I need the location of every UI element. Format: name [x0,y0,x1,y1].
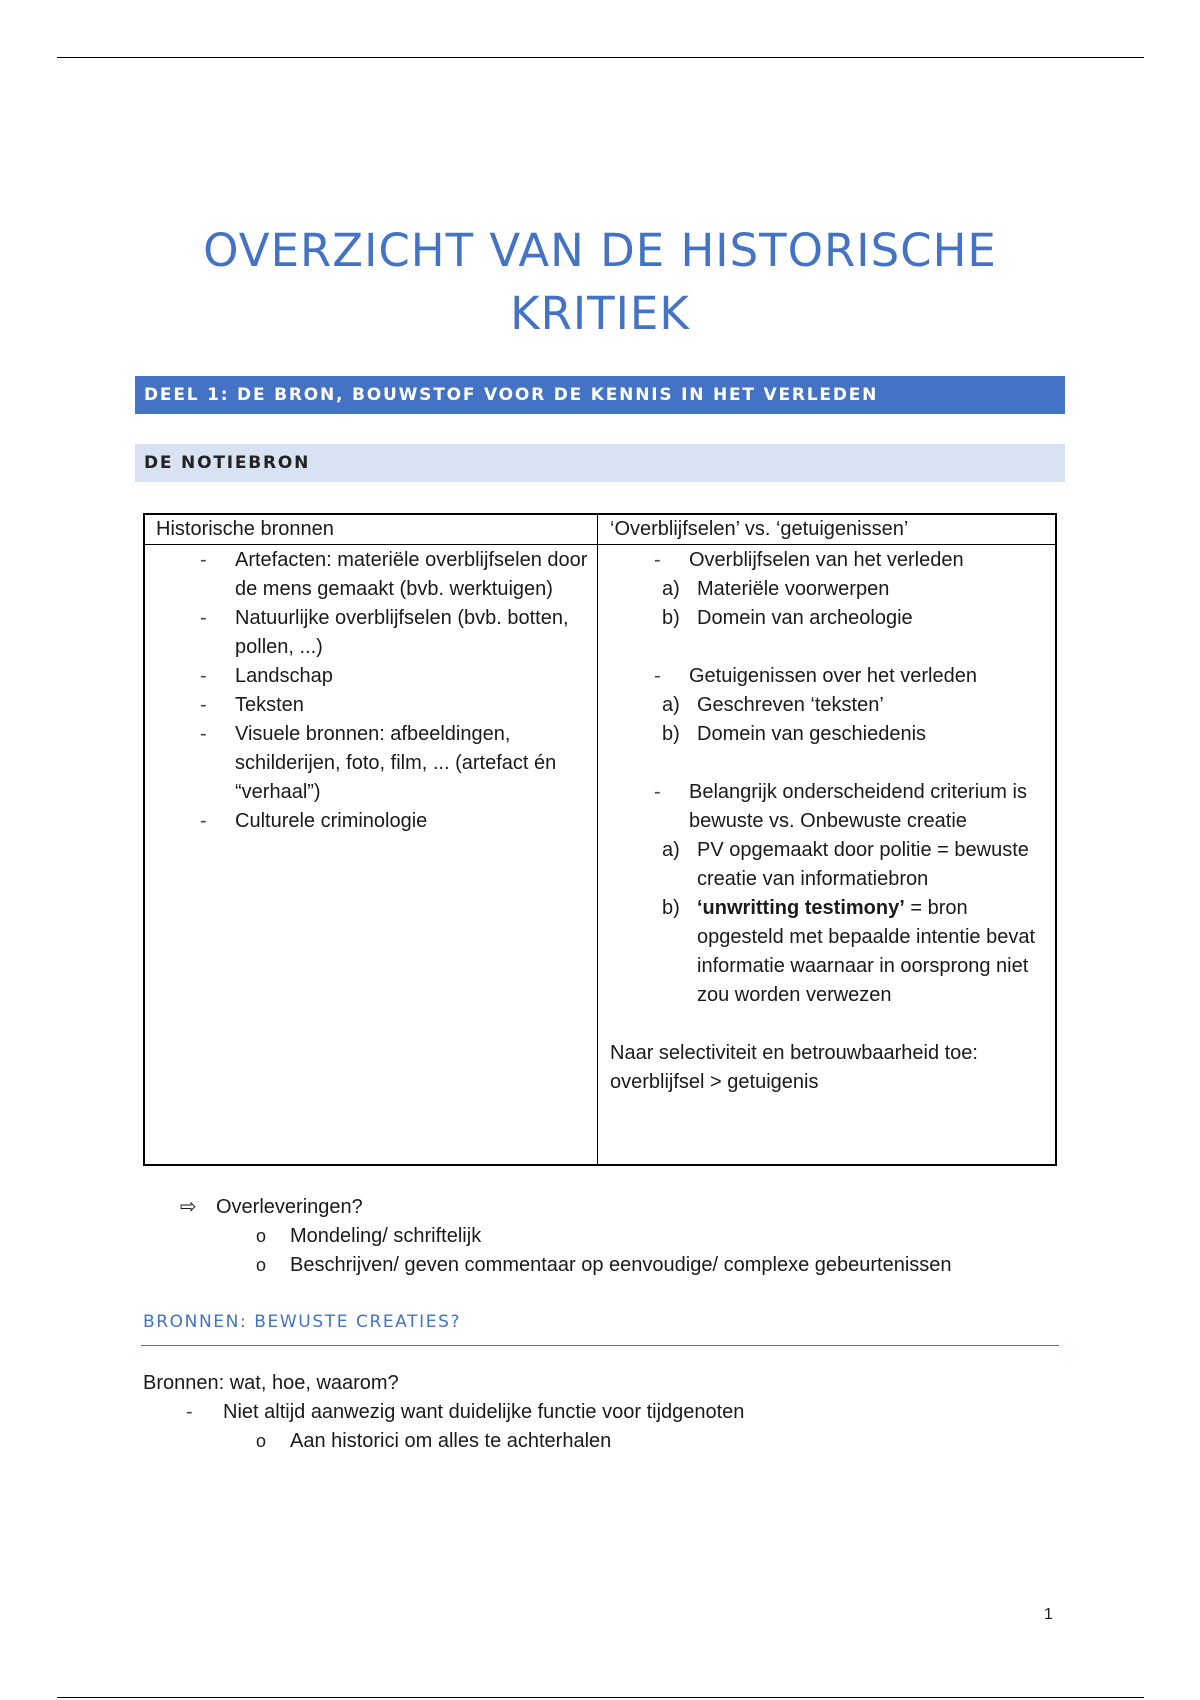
dash-bullet: - [200,549,207,571]
dash-bullet: - [654,781,661,803]
document-title-line-2: KRITIEK [510,287,690,340]
table-column-right [599,546,1057,1097]
table-header-overblijfselen-getuigenissen: ‘Overblijfselen’ vs. ‘getuigenissen’ [610,518,909,540]
sub-list-item [599,575,1057,604]
list-item-text: Culturele criminologie [235,810,428,832]
spacer [599,1010,1057,1039]
comparison-table [143,513,1057,1166]
list-item-text: Teksten [235,694,304,716]
sub-list-item [599,604,1057,633]
sub-item-text: Aan historici om alles te achterhalen [290,1430,612,1452]
list-item [145,691,597,720]
bottom-rule [57,1697,1144,1698]
arrow-icon: ⇨ [180,1196,197,1218]
sub-item-marker: a) [662,694,680,716]
list-item [145,662,597,691]
list-item [145,604,597,662]
document-title-line-1: OVERZICHT VAN DE HISTORISCHE [203,224,997,277]
dash-bullet: - [200,723,207,745]
circle-bullet-icon: o [256,1255,267,1275]
sub-list-item [599,894,1057,1010]
circle-bullet-icon: o [256,1226,267,1246]
sub-item-body [697,694,884,716]
dash-bullet: - [654,549,661,571]
sub-item-text: Domein van archeologie [697,607,913,629]
sub-item-marker: a) [662,578,680,600]
sub-item-text: Domein van geschiedenis [697,723,927,745]
sub-item-body [697,723,926,745]
dash-bullet: - [200,665,207,687]
dash-bullet: - [654,665,661,687]
dash-bullet: - [200,810,207,832]
list-item-text: Overblijfselen van het verleden [689,549,964,571]
section-heading: DEEL 1: DE BRON, BOUWSTOF VOOR DE KENNIS IN HET VERLEDEN [135,376,1065,414]
spacer [599,749,1057,778]
sub-list-item [599,720,1057,749]
dash-bullet: - [200,694,207,716]
dash-bullet: - [200,607,207,629]
subsection-heading: DE NOTIEBRON [135,444,1065,482]
sub-item-text: Mondeling/ schriftelijk [290,1225,482,1247]
section2-heading: BRONNEN: BEWUSTE CREATIES? [143,1312,462,1332]
table-column-left [145,546,597,836]
list-item [145,546,597,604]
sub-list-item [599,836,1057,894]
circle-bullet-icon: o [256,1431,267,1451]
table-footer-note: Naar selectiviteit en betrouwbaarheid toe: overblijfsel > getuigenis [610,1042,978,1093]
top-rule [57,57,1144,58]
overleveringen-text: Overleveringen? [216,1196,363,1218]
sub-item-text: = bron opgesteld met bepaalde intentie bevat informatie waarnaar in oorsprong niet zou worden verwezen [697,897,1036,1006]
dash-bullet: - [186,1401,193,1423]
list-item-text: Natuurlijke overblijfselen (bvb. botten, pollen, ...) [235,607,569,658]
sub-item-bold-term: ‘unwritting testimony’ [697,897,905,919]
list-item-text: Getuigenissen over het verleden [689,665,977,687]
list-item-text: Landschap [235,665,333,687]
list-item-text: Visuele bronnen: afbeeldingen, schilderijen, foto, film, ... (artefact én “verhaal”) [235,723,557,803]
list-item [599,662,1057,691]
list-item [145,807,597,836]
list-item-text: Artefacten: materiële overblijfselen door de mens gemaakt (bvb. werktuigen) [235,549,588,600]
section2-intro: Bronnen: wat, hoe, waarom? [143,1372,399,1394]
sub-item-text: Beschrijven/ geven commentaar op eenvoudige/ complexe gebeurtenissen [290,1254,952,1276]
sub-item-body [697,578,889,600]
sub-item-text: Materiële voorwerpen [697,578,890,600]
sub-item-text: Geschreven ‘teksten’ [697,694,884,716]
spacer [599,633,1057,662]
table-header-historische-bronnen: Historische bronnen [156,518,334,540]
sub-list-item [599,691,1057,720]
section2-heading-rule [141,1345,1059,1346]
dash-item-text: Niet altijd aanwezig want duidelijke functie voor tijdgenoten [223,1401,745,1423]
sub-item-marker: a) [662,839,680,861]
sub-item-body [697,897,1035,1006]
sub-item-marker: b) [662,607,680,629]
sub-item-marker: b) [662,897,680,919]
table-column-divider [597,515,598,1164]
page-number: 1 [1044,1606,1053,1623]
sub-item-body [697,607,913,629]
sub-item-marker: b) [662,723,680,745]
list-item-text: Belangrijk onderscheidend criterium is bewuste vs. Onbewuste creatie [689,781,1027,832]
sub-item-body [697,839,1029,890]
list-item [599,778,1057,836]
list-item [145,720,597,807]
sub-item-text: PV opgemaakt door politie = bewuste creatie van informatiebron [697,839,1029,890]
table-header-divider [145,544,1055,545]
list-item [599,546,1057,575]
